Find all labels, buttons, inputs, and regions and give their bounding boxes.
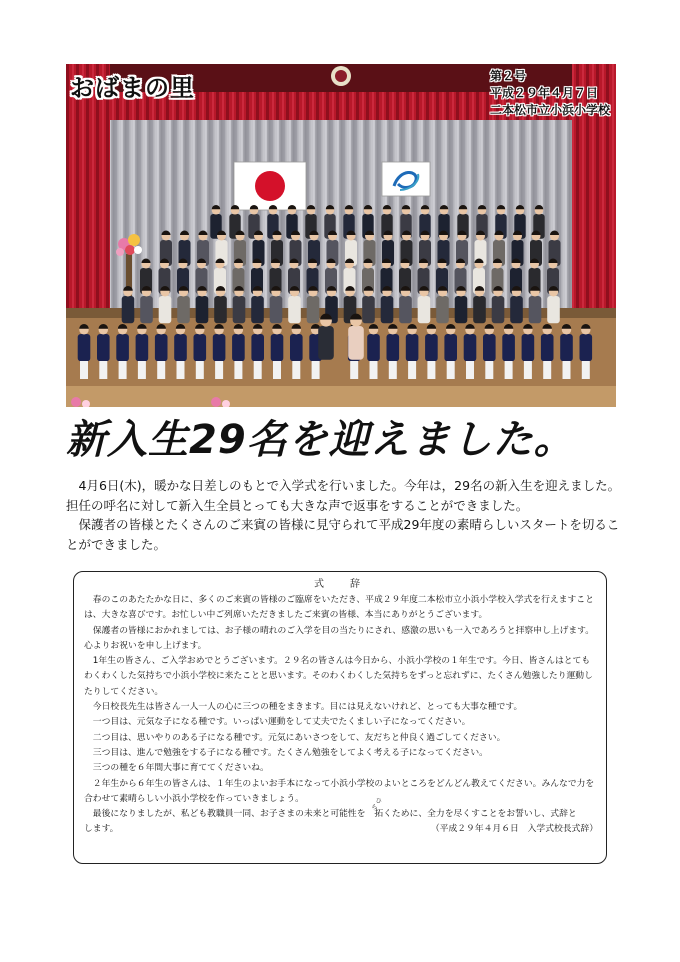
speech-paragraph: 一つ目は、元気な子になる種です。いっぱい運動をして丈夫でたくましい子になってください。 [92,717,471,728]
speech-paragraph: 三つ目は、進んで勉強をする子になる種です。たくさん勉強をしてよく考える子になってください。 [92,747,488,758]
speech-last-line [84,822,598,837]
closing-text-before: 最後になりましたが、私ども教職員一同、お子さまの未来と可能性を [92,809,366,820]
intro-text [66,476,622,554]
issue-info [490,68,610,119]
speech-signature: （平成２９年４月６日 入学式校長式辞） [430,824,598,835]
principal-speech-box [73,571,607,864]
speech-paragraph: 1年生の皆さん、ご入学おめでとうございます。２９名の皆さんは今日から、小浜小学校の１年生です。今日、皆さんはとてもわくわくした気持ちで小浜小学校に来たことと思います。そのわくわくした気持ちをずっと忘れずに、たくさん勉強したり運動したりしてください。 [84,656,593,697]
intro-paragraph: 保護者の皆様とたくさんのご来賓の皆様に見守られて平成29年度の素晴らしいスタートを切ることができました。 [66,517,620,552]
closing-end: します。 [84,824,119,835]
school-name: 二本松市立小浜小学校 [489,103,610,117]
closing-text-after: くために、全力を尽くすことをお誓いし、式辞と [383,809,577,820]
speech-paragraph: ２年生から６年生の皆さんは、１年生のよいお手本になって小浜小学校のよいところをどんどん教えてください。みんなで力を合わせて素晴らしい小浜小学校を作っていきましょう。 [84,778,595,804]
headline: 新入生29名を迎えました。 [66,417,575,463]
newsletter-title: おばまの里 [70,74,195,102]
group-photo [66,64,616,407]
speech-paragraph: 二つ目は、思いやりのある子になる種です。元気にあいさつをして、友だちと仲良く過ごしてください。 [92,732,506,743]
ruby-word [366,798,384,822]
speech-paragraph: 三つの種を６年間大事に育ててくださいね。 [92,763,269,774]
speech-paragraph: 保護者の皆様におかれましては、お子様の晴れのご入学を目の当たりにされ、感激の思いも一入であろうと拝察申し上げます。心よりお祝いを申し上げます。 [84,625,595,651]
ruby-reading: ひら [371,798,382,812]
intro-paragraph: 4月6日(木)，暖かな日差しのもとで入学式を行いました。今年は，29名の新入生を迎えました。担任の呼名に対して新入生全員とっても大きな声で返事をすることができました。 [66,478,621,513]
speech-paragraph: 春のこのあたたかな日に、多くのご来賓の皆様のご臨席をいただき、平成２９年度二本松市立小浜小学校入学式を行えますことは、大きな喜びです。お忙しい中ご列席いただきましたご来賓の皆様、本当にありがとうございます。 [84,595,594,621]
issue-date: 平成２９年４月７日 [489,86,598,100]
issue-number: 第２号 [489,69,526,83]
ruby-base: 拓 [374,809,384,820]
speech-closing [84,798,598,822]
speech-title: 式 辞 [314,579,368,590]
speech-paragraph: 今日校長先生は皆さん一人一人の心に三つの種をまきます。目には見えないけれど、とっても大事な種です。 [92,702,523,713]
school-flag [382,162,430,196]
